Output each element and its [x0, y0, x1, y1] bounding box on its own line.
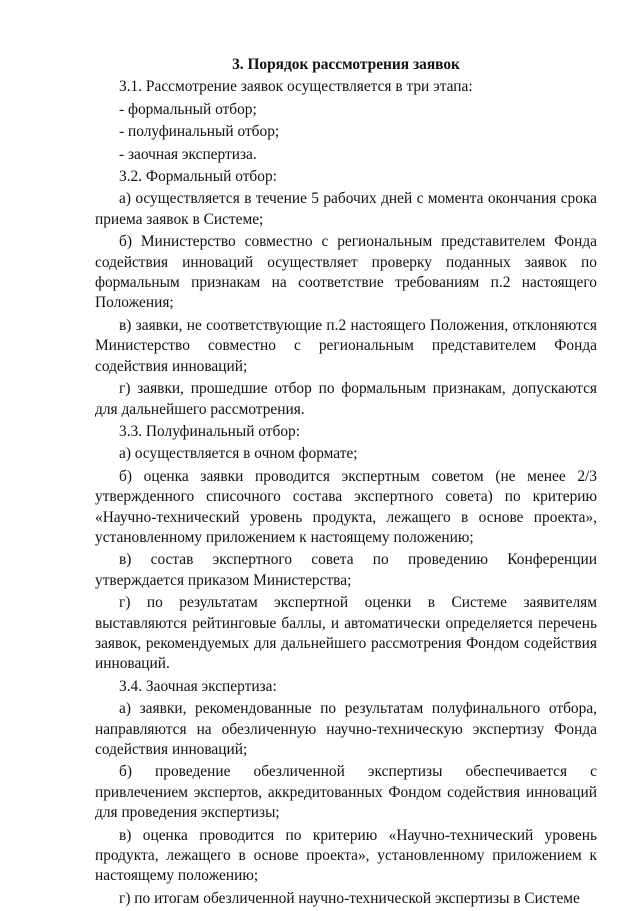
paragraph-3-3: 3.3. Полуфинальный отбор:	[119, 422, 301, 440]
paragraph-3-4-v: в) оценка проводится по критерию «Научно-технический уровень продукта, лежащего в основе проекта», установленному приложением к настоящему положению;	[95, 826, 597, 885]
paragraph-3-4-b: б) проведение обезличенной экспертизы обеспечивается с привлечением экспертов, аккредитованных Фондом содействия инноваций для проведения экспертизы;	[95, 763, 597, 822]
paragraph-3-3-b: б) оценка заявки проводится экспертным советом (не менее 2/3 утвержденного списочного состава экспертного совета) по критерию «Научно-технический уровень продукта, лежащего в основе проекта», установленному приложением к настоящему положению;	[95, 467, 597, 546]
paragraph-3-2-b: б) Министерство совместно с региональным представителем Фонда содействия инноваций осуществляет проверку поданных заявок по формальным признакам на соответствие требованиям п.2 настоящего Положения;	[95, 233, 597, 312]
document-page	[95, 55, 597, 911]
list-item-formal: - формальный отбор;	[119, 100, 257, 118]
paragraph-3-4: 3.4. Заочная экспертиза:	[119, 677, 277, 695]
paragraph-3-3-v: в) состав экспертного совета по проведению Конференции утверждается приказом Министерства;	[95, 551, 597, 589]
paragraph-3-2-g: г) заявки, прошедшие отбор по формальным признакам, допускаются для дальнейшего рассмотрения.	[95, 380, 597, 418]
paragraph-3-4-g: г) по итогам обезличенной научно-технической экспертизы в Системе	[119, 889, 580, 907]
list-item-semifinal: - полуфинальный отбор;	[119, 123, 280, 141]
paragraph-3-2: 3.2. Формальный отбор:	[119, 168, 277, 186]
paragraph-3-1: 3.1. Рассмотрение заявок осуществляется в три этапа:	[119, 78, 473, 96]
section-heading: 3. Порядок рассмотрения заявок	[232, 56, 460, 73]
paragraph-3-3-a: а) осуществляется в очном формате;	[119, 445, 358, 463]
paragraph-3-4-a: а) заявки, рекомендованные по результатам полуфинального отбора, направляются на обезличенную научно-техническую экспертизу Фонда содействия инноваций;	[95, 700, 597, 758]
paragraph-3-2-a: а) осуществляется в течение 5 рабочих дней с момента окончания срока приема заявок в Системе;	[95, 190, 597, 228]
paragraph-3-2-v: в) заявки, не соответствующие п.2 настоящего Положения, отклоняются Министерство совместно с региональным представителем Фонда содействия инноваций;	[95, 316, 597, 375]
list-item-remote-expertise: - заочная экспертиза.	[119, 145, 257, 163]
paragraph-3-3-g: г) по результатам экспертной оценки в Системе заявителям выставляются рейтинговые баллы, и автоматически определяется перечень заявок, рекомендуемых для дальнейшего рассмотрения Фондом содействия инноваций.	[95, 594, 597, 673]
